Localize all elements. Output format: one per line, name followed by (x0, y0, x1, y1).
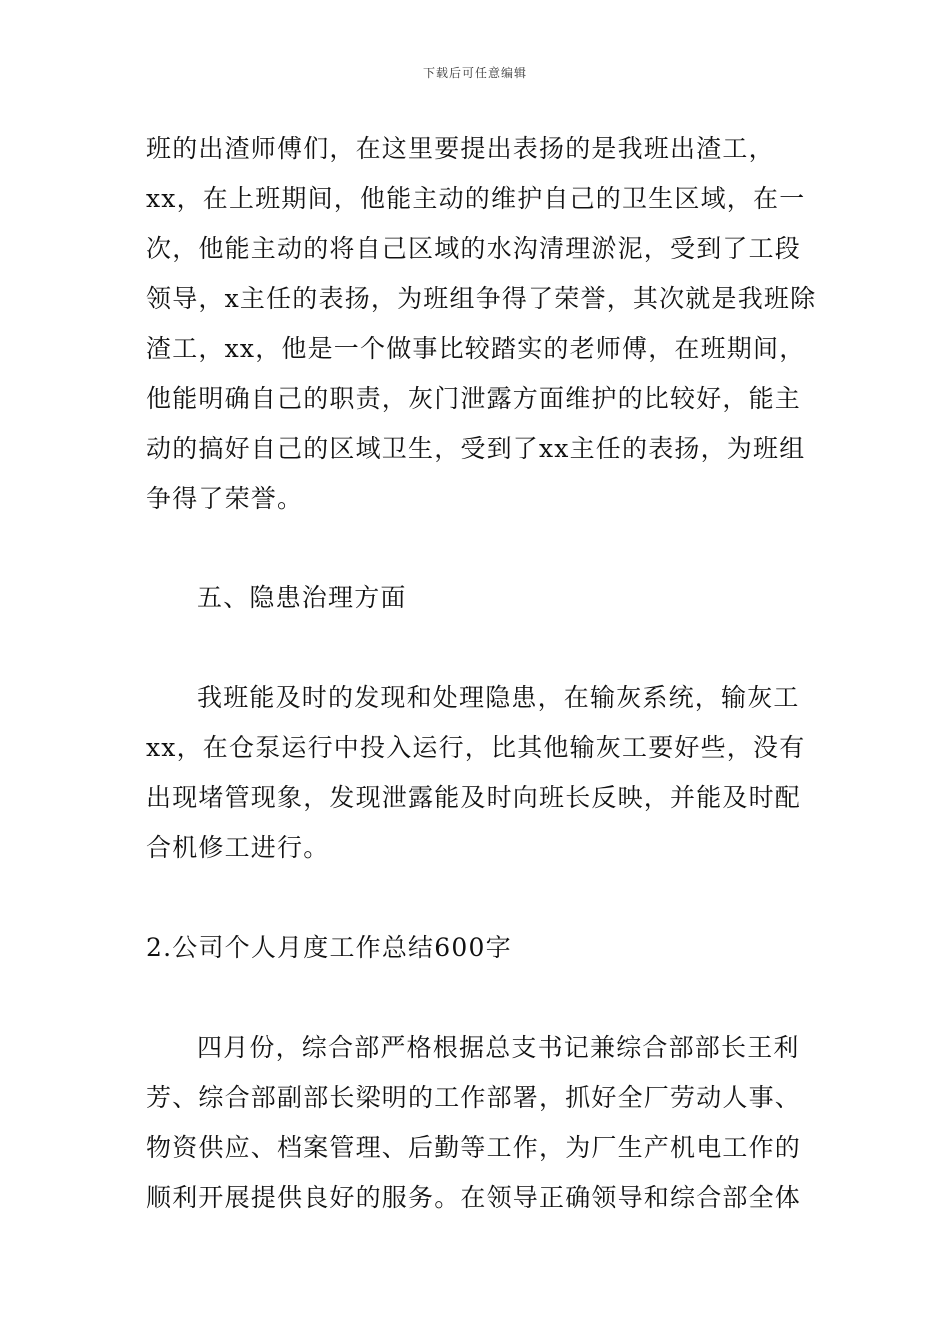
section-title (146, 923, 816, 973)
text-line: 班的出渣师傅们，在这里要提出表扬的是我班出渣工， (146, 134, 775, 163)
heading-text: 五、隐患治理方面 (197, 583, 407, 612)
text-line: 渣工，xx，他是一个做事比较踏实的老师傅，在班期间， (146, 334, 806, 363)
paragraph-hazard-handling (146, 673, 816, 873)
text-line: 我班能及时的发现和处理隐患，在输灰系统，输灰工 (197, 683, 800, 712)
section-heading-hazard (146, 573, 816, 623)
text-line: xx，在上班期间，他能主动的维护自己的卫生区域，在一 (146, 184, 806, 213)
text-line: xx，在仓泵运行中投入运行，比其他输灰工要好些，没有 (146, 733, 806, 762)
text-line: 合机修工进行。 (146, 833, 330, 862)
paragraph-monthly-summary (146, 1023, 816, 1223)
text-line: 物资供应、档案管理、后勤等工作，为厂生产机电工作的 (146, 1133, 802, 1162)
text-line: 他能明确自己的职责，灰门泄露方面维护的比较好，能主 (146, 384, 802, 413)
text-line: 次，他能主动的将自己区域的水沟清理淤泥，受到了工段 (146, 234, 802, 263)
text-line: 出现堵管现象，发现泄露能及时向班长反映，并能及时配 (146, 783, 802, 812)
text-line: 领导，x主任的表扬，为班组争得了荣誉，其次就是我班除 (146, 284, 817, 313)
paragraph-commendations (146, 124, 816, 524)
text-line: 动的搞好自己的区域卫生，受到了xx主任的表扬，为班组 (146, 434, 806, 463)
text-line: 芳、综合部副部长梁明的工作部署，抓好全厂劳动人事、 (146, 1083, 802, 1112)
text-line: 顺利开展提供良好的服务。在领导正确领导和综合部全体 (146, 1183, 802, 1212)
title-text: 2.公司个人月度工作总结600字 (146, 933, 512, 962)
text-line: 四月份，综合部严格根据总支书记兼综合部部长王利 (197, 1033, 800, 1062)
text-line: 争得了荣誉。 (146, 484, 304, 513)
page-header: 下载后可任意编辑 (422, 66, 527, 80)
